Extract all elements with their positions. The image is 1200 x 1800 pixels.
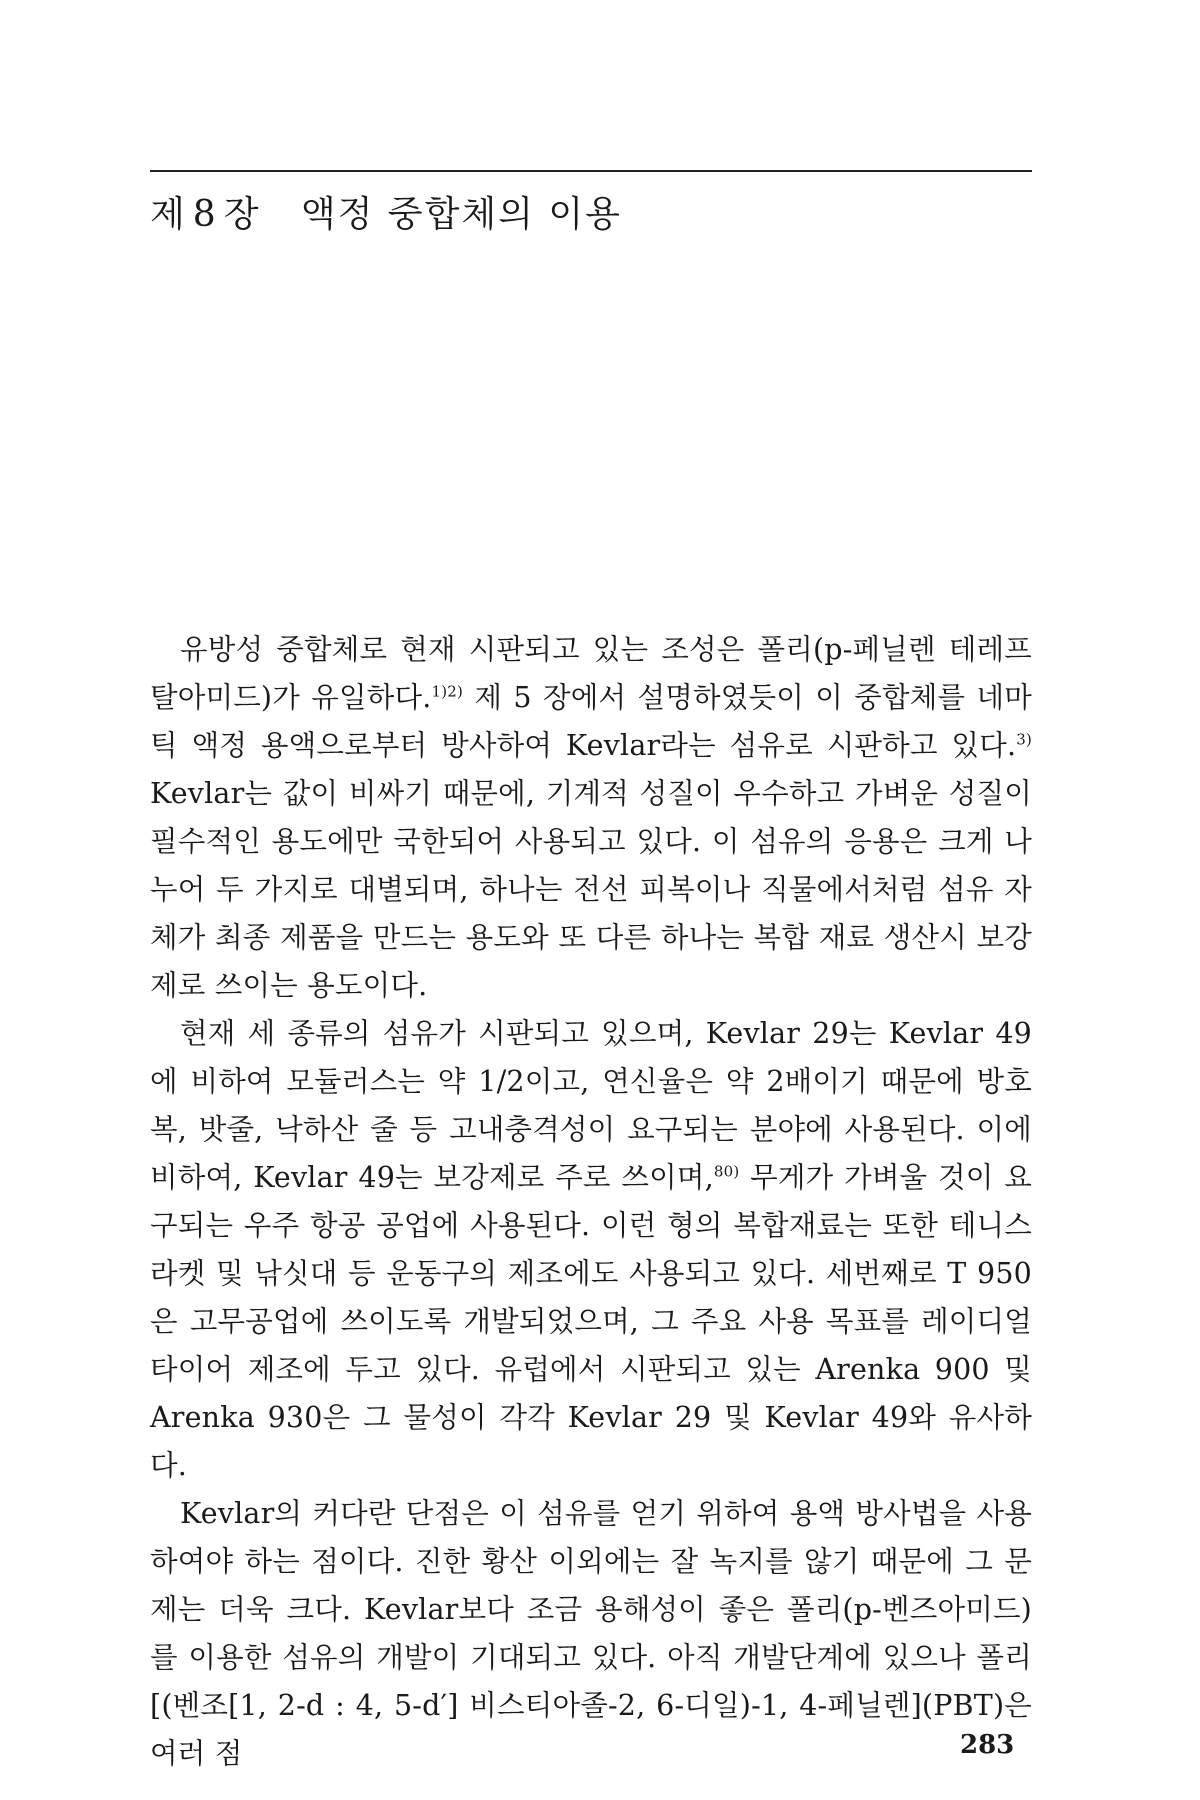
paragraph-2-text-b: 무게가 가벼울 것이 요구되는 우주 항공 공업에 사용된다. 이런 형의 복합재료는 또한 테니스 라켓 및 낚싯대 등 운동구의 제조에도 사용되고 있다. 세번째로 T 950은 고무공업에 쓰이도록 개발되었으며, 그 주요 사용 목표를 레이디얼 타이어 제조에 두고 있다. 유럽에서 시판되고 있는 Arenka 900 및 Arenka 930은 그 물성이 각각 Kevlar 29 및 Kevlar 49와 유사하다. (150, 1161, 1032, 1482)
footnote-ref: 3) (1016, 730, 1032, 749)
paragraph-2-text-a: 현재 세 종류의 섬유가 시판되고 있으며, Kevlar 29는 Kevlar 49에 비하여 모듈러스는 약 1/2이고, 연신율은 약 2배이기 때문에 방호복, 밧줄, 낙하산 줄 등 고내충격성이 요구되는 분야에 사용된다. 이에 비하여, Kevlar 49는 보강제로 주로 쓰이며, (150, 1017, 1032, 1194)
chapter-heading (150, 186, 622, 237)
paragraph-1-text-b: 제 5 장에서 설명하였듯이 이 중합체를 네마틱 액정 용액으로부터 방사하여 Kevlar라는 섬유로 시판하고 있다. (150, 681, 1032, 762)
paragraph-1-text-c: Kevlar는 값이 비싸기 때문에, 기계적 성질이 우수하고 가벼운 성질이 필수적인 용도에만 국한되어 사용되고 있다. 이 섬유의 응용은 크게 나누어 두 가지로 대별되며, 하나는 전선 피복이나 직물에서처럼 섬유 자체가 최종 제품을 만드는 용도와 또 다른 하나는 복합 재료 생산시 보강제로 쓰이는 용도이다. (150, 777, 1032, 1002)
paragraph-1-text-a: 유방성 중합체로 현재 시판되고 있는 조성은 폴리(p-페닐렌 테레프탈아미드)가 유일하다. (150, 633, 1032, 714)
chapter-header-rule (150, 170, 1032, 172)
paragraph-1 (150, 626, 1032, 1010)
chapter-number: 8 (192, 194, 218, 235)
footnote-ref: 1)2) (431, 682, 464, 701)
chapter-prefix: 제 (150, 194, 187, 235)
chapter-title-text: 액정 중합체의 이용 (300, 194, 622, 235)
page-number: 283 (960, 1730, 1015, 1760)
paragraph-3-text-a: Kevlar의 커다란 단점은 이 섬유를 얻기 위하여 용액 방사법을 사용하여야 하는 점이다. 진한 황산 이외에는 잘 녹지를 않기 때문에 그 문제는 더욱 크다. Kevlar보다 조금 용해성이 좋은 폴리(p-벤즈아미드)를 이용한 섬유의 개발이 기대되고 있다. 아직 개발단계에 있으나 폴리[(벤조[1, 2-d : 4, 5-d′] 비스티아졸-2, 6-디일)-1, 4-페닐렌](PBT)은 여러 점 (150, 1497, 1032, 1770)
body-text (150, 626, 1032, 1778)
chapter-suffix: 장 (223, 194, 261, 235)
footnote-ref: 80) (713, 1162, 740, 1181)
paragraph-2 (150, 1010, 1032, 1490)
paragraph-3 (150, 1490, 1032, 1778)
